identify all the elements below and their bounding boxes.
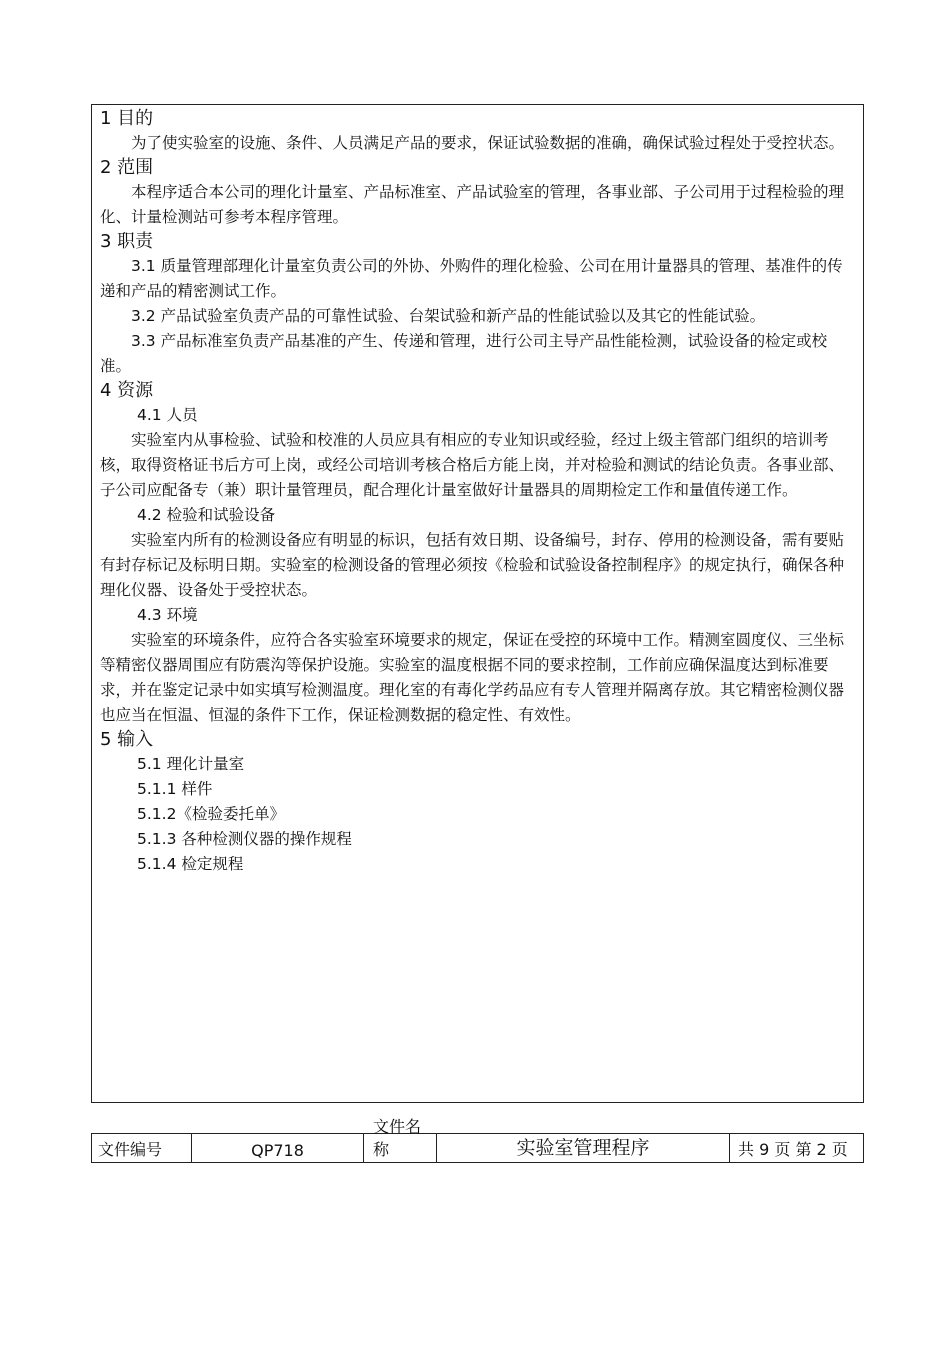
section-4-3-title: 4.3 环境 [137, 606, 198, 624]
section-4-title: 4 资源 [100, 380, 154, 401]
section-1-text: 为了使实验室的设施、条件、人员满足产品的要求，保证试验数据的准确，确保试验过程处于受控状态。 [131, 134, 845, 152]
doc-number-label: 文件编号 [92, 1134, 192, 1162]
section-3-2-text: 3.2 产品试验室负责产品的可靠性试验、台架试验和新产品的性能试验以及其它的性能试验。 [131, 307, 766, 325]
section-2-text: 本程序适合本公司的理化计量室、产品标准室、产品试验室的管理，各事业部、子公司用于过程检验的理化、计量检测站可参考本程序管理。 [100, 183, 845, 226]
section-3-1-text: 3.1 质量管理部理化计量室负责公司的外协、外购件的理化检验、公司在用计量器具的管理、基准件的传递和产品的精密测试工作。 [100, 257, 843, 300]
document-body-frame [91, 104, 864, 1103]
section-1-title: 1 目的 [100, 108, 154, 129]
section-5-item: 5.1.1 样件 [137, 780, 213, 798]
section-4-2-text: 实验室内所有的检测设备应有明显的标识，包括有效日期、设备编号，封存、停用的检测设备，需有要贴有封存标记及标明日期。实验室的检测设备的管理必须按《检验和试验设备控制程序》的规定执行，确保各种理化仪器、设备处于受控状态。 [100, 531, 845, 599]
section-4-1-text: 实验室内从事检验、试验和校准的人员应具有相应的专业知识或经验，经过上级主管部门组织的培训考核，取得资格证书后方可上岗，或经公司培训考核合格后方能上岗，并对检验和测试的结论负责。各事业部、子公司应配备专（兼）职计量管理员，配合理化计量室做好计量器具的周期检定工作和量值传递工作。 [100, 431, 845, 499]
doc-name-label: 文件名称 [364, 1134, 437, 1162]
document-footer-table [91, 1117, 864, 1163]
section-3-title: 3 职责 [100, 231, 154, 252]
document-content [100, 107, 855, 877]
section-3-3-text: 3.3 产品标准室负责产品基准的产生、传递和管理，进行公司主导产品性能检测，试验设备的检定或校准。 [100, 332, 828, 375]
section-5-item: 5.1.4 检定规程 [137, 855, 244, 873]
doc-name-value: 实验室管理程序 [437, 1134, 730, 1162]
section-5-item: 5.1.2《检验委托单》 [137, 805, 285, 823]
section-4-3-text: 实验室的环境条件，应符合各实验室环境要求的规定，保证在受控的环境中工作。精测室圆度仪、三坐标等精密仪器周围应有防震沟等保护设施。实验室的温度根据不同的要求控制，工作前应确保温度达到标准要求，并在鉴定记录中如实填写检测温度。理化室的有毒化学药品应有专人管理并隔离存放。其它精密检测仪器也应当在恒温、恒湿的条件下工作，保证检测数据的稳定性、有效性。 [100, 631, 845, 724]
section-5-item: 5.1.3 各种检测仪器的操作规程 [137, 830, 352, 848]
section-5-item: 5.1 理化计量室 [137, 755, 245, 773]
doc-number-value: QP718 [192, 1134, 364, 1162]
page-info: 共 9 页 第 2 页 [738, 1140, 848, 1159]
section-4-1-title: 4.1 人员 [137, 406, 198, 424]
section-5-title: 5 输入 [100, 729, 154, 750]
section-4-2-title: 4.2 检验和试验设备 [137, 506, 276, 524]
section-2-title: 2 范围 [100, 157, 154, 178]
